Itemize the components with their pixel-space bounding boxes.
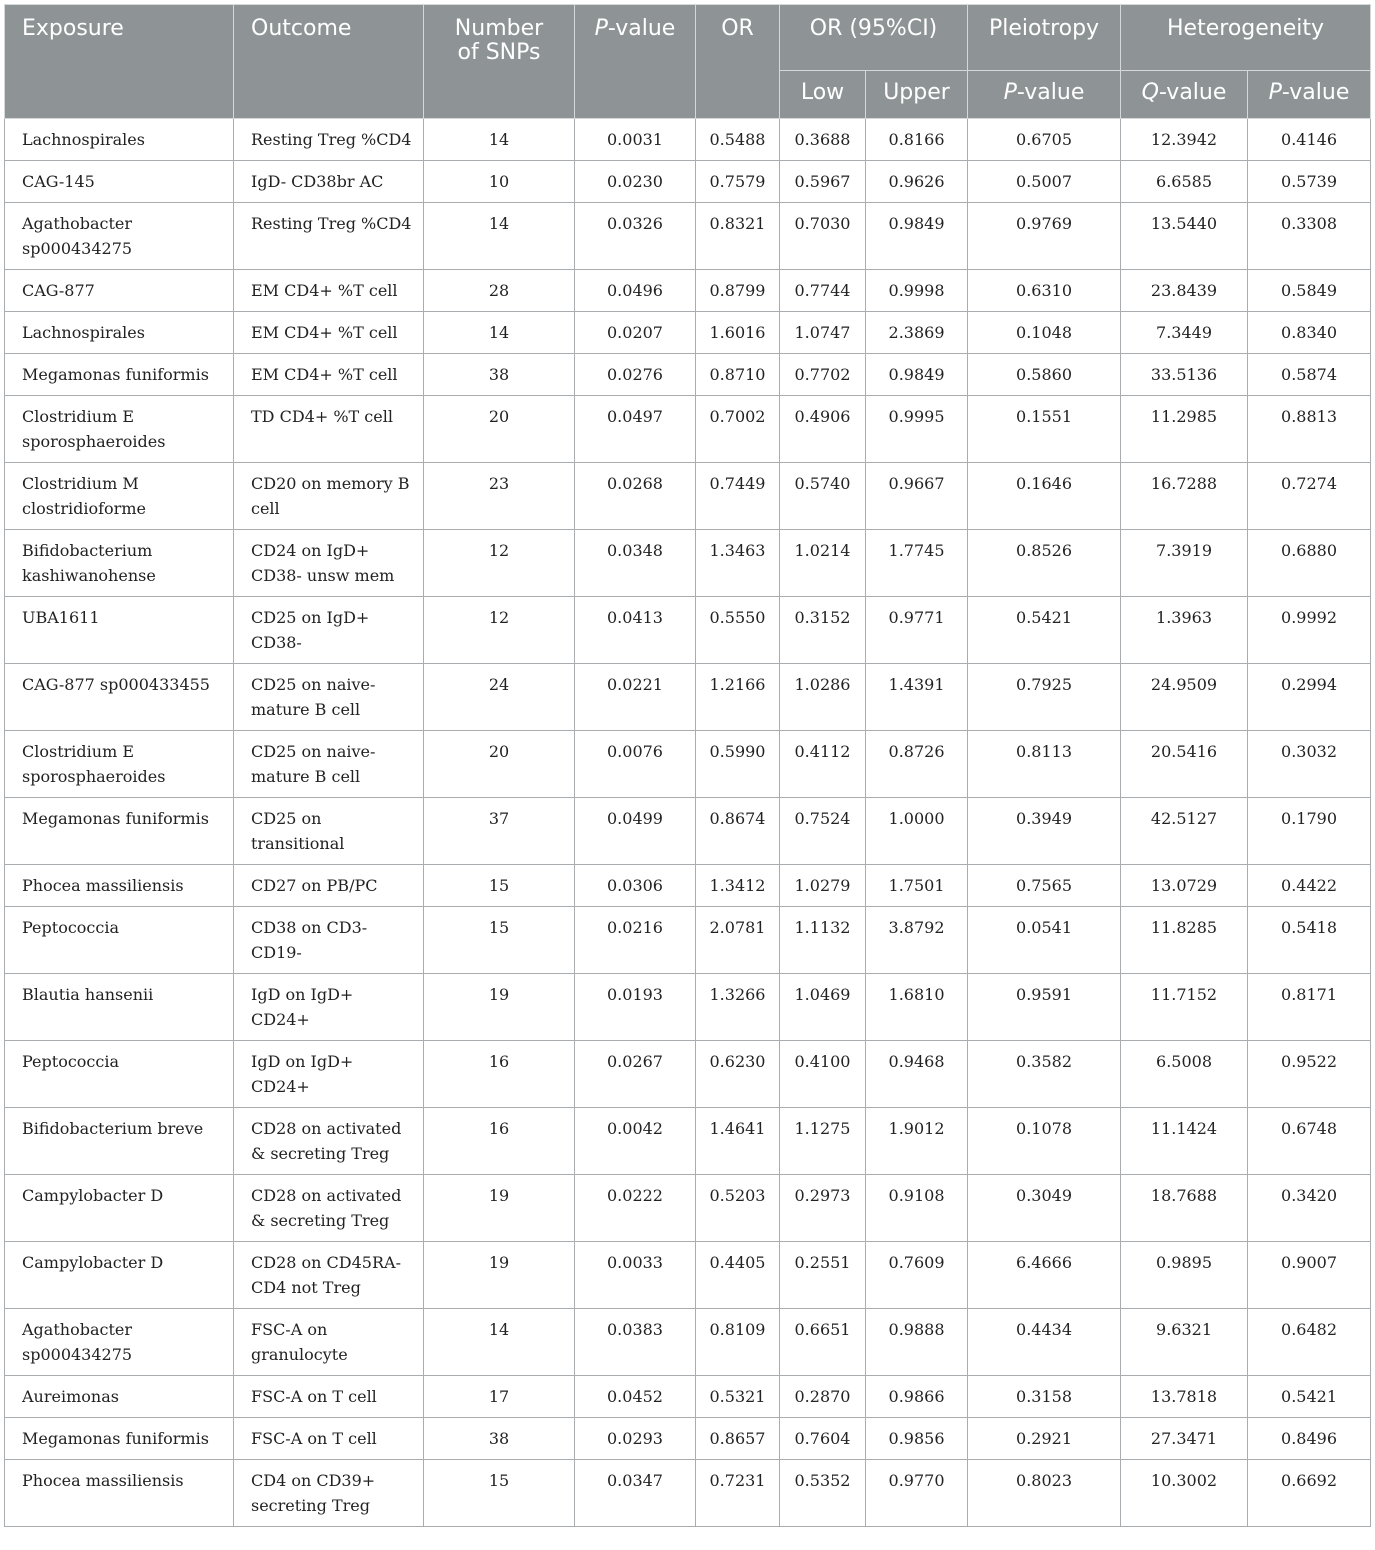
cell-or: 1.3266 xyxy=(696,974,780,1041)
cell-pleiotropy-p-value: 0.9591 xyxy=(968,974,1121,1041)
cell-pleiotropy-p-value: 0.6705 xyxy=(968,119,1121,161)
cell-ci-upper: 0.9849 xyxy=(866,203,968,270)
cell-heterogeneity-p-value: 0.4146 xyxy=(1248,119,1371,161)
cell-number-of-snps: 14 xyxy=(424,1309,575,1376)
cell-heterogeneity-p-value: 0.5849 xyxy=(1248,270,1371,312)
cell-ci-upper: 0.9770 xyxy=(866,1460,968,1527)
cell-ci-upper: 0.8726 xyxy=(866,731,968,798)
cell-pleiotropy-p-value: 0.7925 xyxy=(968,664,1121,731)
cell-ci-low: 0.7744 xyxy=(780,270,866,312)
cell-or: 0.7579 xyxy=(696,161,780,203)
table-row xyxy=(5,354,1371,396)
header-het-p-rest: -value xyxy=(1281,80,1350,105)
cell-or: 0.8710 xyxy=(696,354,780,396)
cell-pleiotropy-p-value: 0.5421 xyxy=(968,597,1121,664)
cell-or: 1.2166 xyxy=(696,664,780,731)
header-pleiotropy: Pleiotropy xyxy=(968,5,1121,71)
cell-ci-low: 0.3688 xyxy=(780,119,866,161)
cell-number-of-snps: 12 xyxy=(424,597,575,664)
cell-or: 0.5550 xyxy=(696,597,780,664)
cell-exposure: Phocea massiliensis xyxy=(5,1460,234,1527)
cell-heterogeneity-p-value: 0.8813 xyxy=(1248,396,1371,463)
cell-heterogeneity-q-value: 11.7152 xyxy=(1121,974,1248,1041)
header-p-rest: -value xyxy=(607,16,676,41)
cell-pleiotropy-p-value: 0.4434 xyxy=(968,1309,1121,1376)
cell-heterogeneity-p-value: 0.2994 xyxy=(1248,664,1371,731)
cell-number-of-snps: 28 xyxy=(424,270,575,312)
cell-exposure: CAG-877 xyxy=(5,270,234,312)
header-pleiotropy-p-value xyxy=(968,71,1121,119)
table-row xyxy=(5,974,1371,1041)
cell-heterogeneity-q-value: 9.6321 xyxy=(1121,1309,1248,1376)
cell-pleiotropy-p-value: 0.3158 xyxy=(968,1376,1121,1418)
cell-outcome: CD28 on activated & secreting Treg xyxy=(234,1108,424,1175)
cell-pleiotropy-p-value: 0.9769 xyxy=(968,203,1121,270)
cell-heterogeneity-q-value: 12.3942 xyxy=(1121,119,1248,161)
cell-heterogeneity-p-value: 0.8340 xyxy=(1248,312,1371,354)
cell-outcome: IgD on IgD+ CD24+ xyxy=(234,1041,424,1108)
header-heterogeneity-q-value xyxy=(1121,71,1248,119)
cell-p-value: 0.0268 xyxy=(575,463,696,530)
cell-ci-upper: 2.3869 xyxy=(866,312,968,354)
cell-number-of-snps: 20 xyxy=(424,396,575,463)
cell-exposure: Aureimonas xyxy=(5,1376,234,1418)
cell-pleiotropy-p-value: 0.1048 xyxy=(968,312,1121,354)
cell-outcome: CD25 on transitional xyxy=(234,798,424,865)
cell-p-value: 0.0276 xyxy=(575,354,696,396)
header-het-p-italic: P xyxy=(1268,80,1282,105)
cell-number-of-snps: 24 xyxy=(424,664,575,731)
cell-ci-upper: 0.9849 xyxy=(866,354,968,396)
cell-p-value: 0.0347 xyxy=(575,1460,696,1527)
table-row xyxy=(5,731,1371,798)
table-row xyxy=(5,907,1371,974)
cell-pleiotropy-p-value: 0.2921 xyxy=(968,1418,1121,1460)
cell-number-of-snps: 16 xyxy=(424,1041,575,1108)
header-number-of-snps-label: Number of SNPs xyxy=(454,16,544,65)
cell-heterogeneity-q-value: 1.3963 xyxy=(1121,597,1248,664)
cell-ci-low: 0.3152 xyxy=(780,597,866,664)
cell-ci-upper: 1.6810 xyxy=(866,974,968,1041)
table-row xyxy=(5,463,1371,530)
cell-or: 0.7231 xyxy=(696,1460,780,1527)
cell-outcome: IgD- CD38br AC xyxy=(234,161,424,203)
header-het-q-rest: -value xyxy=(1158,80,1227,105)
cell-exposure: Clostridium E sporosphaeroides xyxy=(5,396,234,463)
cell-ci-low: 1.1275 xyxy=(780,1108,866,1175)
cell-heterogeneity-q-value: 13.0729 xyxy=(1121,865,1248,907)
cell-ci-low: 0.7702 xyxy=(780,354,866,396)
cell-or: 0.7449 xyxy=(696,463,780,530)
cell-heterogeneity-q-value: 33.5136 xyxy=(1121,354,1248,396)
cell-ci-upper: 0.9866 xyxy=(866,1376,968,1418)
cell-outcome: CD25 on naive-mature B cell xyxy=(234,731,424,798)
header-heterogeneity-p-value xyxy=(1248,71,1371,119)
cell-outcome: TD CD4+ %T cell xyxy=(234,396,424,463)
cell-exposure: Peptococcia xyxy=(5,907,234,974)
cell-number-of-snps: 14 xyxy=(424,312,575,354)
cell-p-value: 0.0033 xyxy=(575,1242,696,1309)
header-ci-upper: Upper xyxy=(866,71,968,119)
cell-heterogeneity-q-value: 6.5008 xyxy=(1121,1041,1248,1108)
cell-outcome: CD25 on naive-mature B cell xyxy=(234,664,424,731)
cell-outcome: EM CD4+ %T cell xyxy=(234,312,424,354)
cell-outcome: FSC-A on T cell xyxy=(234,1418,424,1460)
cell-heterogeneity-q-value: 13.7818 xyxy=(1121,1376,1248,1418)
cell-heterogeneity-p-value: 0.5421 xyxy=(1248,1376,1371,1418)
cell-outcome: CD25 on IgD+ CD38- xyxy=(234,597,424,664)
cell-ci-low: 1.0279 xyxy=(780,865,866,907)
cell-ci-upper: 1.7745 xyxy=(866,530,968,597)
cell-p-value: 0.0326 xyxy=(575,203,696,270)
cell-ci-upper: 1.7501 xyxy=(866,865,968,907)
cell-pleiotropy-p-value: 0.5007 xyxy=(968,161,1121,203)
table-body xyxy=(5,119,1371,1527)
cell-outcome: IgD on IgD+ CD24+ xyxy=(234,974,424,1041)
cell-or: 0.4405 xyxy=(696,1242,780,1309)
cell-pleiotropy-p-value: 0.7565 xyxy=(968,865,1121,907)
cell-outcome: FSC-A on granulocyte xyxy=(234,1309,424,1376)
cell-p-value: 0.0207 xyxy=(575,312,696,354)
cell-ci-low: 1.1132 xyxy=(780,907,866,974)
header-outcome: Outcome xyxy=(234,5,424,119)
table-row xyxy=(5,270,1371,312)
cell-exposure: Campylobacter D xyxy=(5,1242,234,1309)
cell-pleiotropy-p-value: 0.1646 xyxy=(968,463,1121,530)
cell-or: 0.8799 xyxy=(696,270,780,312)
cell-ci-low: 1.0469 xyxy=(780,974,866,1041)
cell-number-of-snps: 23 xyxy=(424,463,575,530)
cell-number-of-snps: 15 xyxy=(424,907,575,974)
cell-exposure: Clostridium M clostridioforme xyxy=(5,463,234,530)
table-header xyxy=(5,5,1371,119)
table-row xyxy=(5,1376,1371,1418)
cell-p-value: 0.0267 xyxy=(575,1041,696,1108)
cell-ci-low: 0.2973 xyxy=(780,1175,866,1242)
cell-ci-upper: 0.7609 xyxy=(866,1242,968,1309)
cell-ci-upper: 0.9626 xyxy=(866,161,968,203)
cell-outcome: EM CD4+ %T cell xyxy=(234,270,424,312)
cell-outcome: CD28 on CD45RA- CD4 not Treg xyxy=(234,1242,424,1309)
cell-heterogeneity-q-value: 18.7688 xyxy=(1121,1175,1248,1242)
cell-p-value: 0.0306 xyxy=(575,865,696,907)
cell-ci-low: 0.2870 xyxy=(780,1376,866,1418)
table-row xyxy=(5,119,1371,161)
cell-outcome: CD4 on CD39+ secreting Treg xyxy=(234,1460,424,1527)
cell-heterogeneity-p-value: 0.3308 xyxy=(1248,203,1371,270)
table-row xyxy=(5,1418,1371,1460)
cell-number-of-snps: 38 xyxy=(424,354,575,396)
cell-exposure: Megamonas funiformis xyxy=(5,798,234,865)
header-or-ci: OR (95%CI) xyxy=(780,5,968,71)
cell-p-value: 0.0452 xyxy=(575,1376,696,1418)
cell-outcome: Resting Treg %CD4 xyxy=(234,119,424,161)
cell-heterogeneity-p-value: 0.8171 xyxy=(1248,974,1371,1041)
cell-ci-low: 0.7524 xyxy=(780,798,866,865)
cell-heterogeneity-p-value: 0.5418 xyxy=(1248,907,1371,974)
cell-heterogeneity-p-value: 0.3032 xyxy=(1248,731,1371,798)
cell-heterogeneity-q-value: 10.3002 xyxy=(1121,1460,1248,1527)
cell-exposure: Bifidobacterium breve xyxy=(5,1108,234,1175)
cell-heterogeneity-q-value: 23.8439 xyxy=(1121,270,1248,312)
cell-ci-upper: 0.9667 xyxy=(866,463,968,530)
cell-heterogeneity-p-value: 0.8496 xyxy=(1248,1418,1371,1460)
cell-ci-upper: 0.9998 xyxy=(866,270,968,312)
table-row xyxy=(5,396,1371,463)
cell-pleiotropy-p-value: 0.8023 xyxy=(968,1460,1121,1527)
cell-heterogeneity-q-value: 16.7288 xyxy=(1121,463,1248,530)
cell-heterogeneity-q-value: 24.9509 xyxy=(1121,664,1248,731)
table-row xyxy=(5,203,1371,270)
cell-ci-low: 0.7604 xyxy=(780,1418,866,1460)
cell-pleiotropy-p-value: 6.4666 xyxy=(968,1242,1121,1309)
cell-heterogeneity-q-value: 7.3919 xyxy=(1121,530,1248,597)
cell-ci-low: 0.5967 xyxy=(780,161,866,203)
cell-heterogeneity-p-value: 0.6748 xyxy=(1248,1108,1371,1175)
cell-p-value: 0.0413 xyxy=(575,597,696,664)
cell-p-value: 0.0348 xyxy=(575,530,696,597)
cell-outcome: CD24 on IgD+ CD38- unsw mem xyxy=(234,530,424,597)
cell-number-of-snps: 15 xyxy=(424,865,575,907)
cell-p-value: 0.0230 xyxy=(575,161,696,203)
cell-ci-low: 0.2551 xyxy=(780,1242,866,1309)
header-p-value xyxy=(575,5,696,119)
cell-number-of-snps: 15 xyxy=(424,1460,575,1527)
cell-or: 0.5203 xyxy=(696,1175,780,1242)
table-row xyxy=(5,161,1371,203)
table-row xyxy=(5,1242,1371,1309)
cell-exposure: Megamonas funiformis xyxy=(5,354,234,396)
cell-p-value: 0.0031 xyxy=(575,119,696,161)
cell-ci-low: 0.4906 xyxy=(780,396,866,463)
cell-or: 0.5488 xyxy=(696,119,780,161)
table-row xyxy=(5,1041,1371,1108)
cell-or: 0.8109 xyxy=(696,1309,780,1376)
cell-ci-upper: 0.9468 xyxy=(866,1041,968,1108)
cell-heterogeneity-q-value: 27.3471 xyxy=(1121,1418,1248,1460)
cell-pleiotropy-p-value: 0.6310 xyxy=(968,270,1121,312)
cell-heterogeneity-p-value: 0.6482 xyxy=(1248,1309,1371,1376)
cell-pleiotropy-p-value: 0.1551 xyxy=(968,396,1121,463)
cell-heterogeneity-q-value: 42.5127 xyxy=(1121,798,1248,865)
cell-p-value: 0.0193 xyxy=(575,974,696,1041)
cell-ci-low: 0.5740 xyxy=(780,463,866,530)
cell-exposure: Megamonas funiformis xyxy=(5,1418,234,1460)
results-table-container xyxy=(4,4,1370,1527)
cell-heterogeneity-p-value: 0.5874 xyxy=(1248,354,1371,396)
cell-or: 0.7002 xyxy=(696,396,780,463)
cell-heterogeneity-p-value: 0.5739 xyxy=(1248,161,1371,203)
cell-p-value: 0.0496 xyxy=(575,270,696,312)
cell-ci-low: 1.0214 xyxy=(780,530,866,597)
cell-exposure: Peptococcia xyxy=(5,1041,234,1108)
cell-pleiotropy-p-value: 0.8113 xyxy=(968,731,1121,798)
cell-p-value: 0.0497 xyxy=(575,396,696,463)
cell-number-of-snps: 14 xyxy=(424,203,575,270)
cell-heterogeneity-p-value: 0.6880 xyxy=(1248,530,1371,597)
cell-heterogeneity-q-value: 7.3449 xyxy=(1121,312,1248,354)
cell-heterogeneity-q-value: 11.2985 xyxy=(1121,396,1248,463)
cell-ci-low: 0.4100 xyxy=(780,1041,866,1108)
header-het-q-italic: Q xyxy=(1141,80,1159,105)
cell-or: 1.6016 xyxy=(696,312,780,354)
cell-number-of-snps: 37 xyxy=(424,798,575,865)
cell-heterogeneity-p-value: 0.9992 xyxy=(1248,597,1371,664)
cell-pleiotropy-p-value: 0.5860 xyxy=(968,354,1121,396)
cell-or: 0.8674 xyxy=(696,798,780,865)
cell-heterogeneity-q-value: 13.5440 xyxy=(1121,203,1248,270)
cell-or: 0.6230 xyxy=(696,1041,780,1108)
table-row xyxy=(5,1309,1371,1376)
header-pleio-p-rest: -value xyxy=(1016,80,1085,105)
header-ci-low: Low xyxy=(780,71,866,119)
cell-pleiotropy-p-value: 0.1078 xyxy=(968,1108,1121,1175)
cell-p-value: 0.0293 xyxy=(575,1418,696,1460)
cell-heterogeneity-q-value: 11.8285 xyxy=(1121,907,1248,974)
cell-number-of-snps: 19 xyxy=(424,974,575,1041)
cell-outcome: EM CD4+ %T cell xyxy=(234,354,424,396)
cell-or: 0.5321 xyxy=(696,1376,780,1418)
cell-exposure: Campylobacter D xyxy=(5,1175,234,1242)
cell-heterogeneity-p-value: 0.3420 xyxy=(1248,1175,1371,1242)
cell-exposure: Bifidobacterium kashiwanohense xyxy=(5,530,234,597)
cell-p-value: 0.0383 xyxy=(575,1309,696,1376)
cell-outcome: CD28 on activated & secreting Treg xyxy=(234,1175,424,1242)
cell-outcome: Resting Treg %CD4 xyxy=(234,203,424,270)
cell-exposure: Clostridium E sporosphaeroides xyxy=(5,731,234,798)
cell-number-of-snps: 38 xyxy=(424,1418,575,1460)
cell-pleiotropy-p-value: 0.3049 xyxy=(968,1175,1121,1242)
cell-heterogeneity-p-value: 0.9522 xyxy=(1248,1041,1371,1108)
cell-exposure: Lachnospirales xyxy=(5,119,234,161)
cell-outcome: CD27 on PB/PC xyxy=(234,865,424,907)
cell-ci-low: 0.4112 xyxy=(780,731,866,798)
cell-or: 1.4641 xyxy=(696,1108,780,1175)
cell-p-value: 0.0076 xyxy=(575,731,696,798)
cell-pleiotropy-p-value: 0.0541 xyxy=(968,907,1121,974)
cell-exposure: CAG-877 sp000433455 xyxy=(5,664,234,731)
cell-ci-upper: 0.9108 xyxy=(866,1175,968,1242)
cell-exposure: Agathobacter sp000434275 xyxy=(5,1309,234,1376)
cell-ci-upper: 0.9888 xyxy=(866,1309,968,1376)
cell-ci-low: 0.6651 xyxy=(780,1309,866,1376)
cell-number-of-snps: 17 xyxy=(424,1376,575,1418)
table-row xyxy=(5,865,1371,907)
header-heterogeneity: Heterogeneity xyxy=(1121,5,1371,71)
header-pleio-p-italic: P xyxy=(1003,80,1017,105)
cell-number-of-snps: 19 xyxy=(424,1242,575,1309)
table-row xyxy=(5,1175,1371,1242)
cell-outcome: FSC-A on T cell xyxy=(234,1376,424,1418)
cell-ci-upper: 0.9771 xyxy=(866,597,968,664)
header-number-of-snps xyxy=(424,5,575,119)
table-row xyxy=(5,312,1371,354)
cell-or: 0.5990 xyxy=(696,731,780,798)
cell-ci-upper: 0.8166 xyxy=(866,119,968,161)
cell-or: 1.3412 xyxy=(696,865,780,907)
cell-p-value: 0.0216 xyxy=(575,907,696,974)
cell-exposure: CAG-145 xyxy=(5,161,234,203)
cell-number-of-snps: 16 xyxy=(424,1108,575,1175)
cell-heterogeneity-q-value: 6.6585 xyxy=(1121,161,1248,203)
cell-ci-low: 1.0747 xyxy=(780,312,866,354)
cell-p-value: 0.0222 xyxy=(575,1175,696,1242)
cell-or: 0.8657 xyxy=(696,1418,780,1460)
table-row xyxy=(5,597,1371,664)
table-row xyxy=(5,1108,1371,1175)
cell-ci-upper: 3.8792 xyxy=(866,907,968,974)
cell-outcome: CD38 on CD3- CD19- xyxy=(234,907,424,974)
table-row xyxy=(5,530,1371,597)
cell-ci-upper: 0.9856 xyxy=(866,1418,968,1460)
header-or: OR xyxy=(696,5,780,119)
cell-ci-low: 0.7030 xyxy=(780,203,866,270)
cell-ci-upper: 1.4391 xyxy=(866,664,968,731)
cell-number-of-snps: 14 xyxy=(424,119,575,161)
cell-exposure: UBA1611 xyxy=(5,597,234,664)
cell-heterogeneity-p-value: 0.7274 xyxy=(1248,463,1371,530)
cell-heterogeneity-p-value: 0.6692 xyxy=(1248,1460,1371,1527)
cell-heterogeneity-q-value: 20.5416 xyxy=(1121,731,1248,798)
cell-heterogeneity-q-value: 0.9895 xyxy=(1121,1242,1248,1309)
table-row xyxy=(5,1460,1371,1527)
header-exposure: Exposure xyxy=(5,5,234,119)
cell-ci-low: 1.0286 xyxy=(780,664,866,731)
cell-exposure: Lachnospirales xyxy=(5,312,234,354)
cell-pleiotropy-p-value: 0.8526 xyxy=(968,530,1121,597)
table-row xyxy=(5,664,1371,731)
cell-ci-low: 0.5352 xyxy=(780,1460,866,1527)
cell-p-value: 0.0042 xyxy=(575,1108,696,1175)
cell-or: 2.0781 xyxy=(696,907,780,974)
cell-or: 1.3463 xyxy=(696,530,780,597)
cell-pleiotropy-p-value: 0.3582 xyxy=(968,1041,1121,1108)
cell-or: 0.8321 xyxy=(696,203,780,270)
cell-exposure: Blautia hansenii xyxy=(5,974,234,1041)
cell-number-of-snps: 10 xyxy=(424,161,575,203)
cell-heterogeneity-p-value: 0.4422 xyxy=(1248,865,1371,907)
cell-number-of-snps: 19 xyxy=(424,1175,575,1242)
cell-p-value: 0.0499 xyxy=(575,798,696,865)
cell-ci-upper: 1.0000 xyxy=(866,798,968,865)
cell-ci-upper: 1.9012 xyxy=(866,1108,968,1175)
cell-exposure: Agathobacter sp000434275 xyxy=(5,203,234,270)
cell-heterogeneity-p-value: 0.1790 xyxy=(1248,798,1371,865)
cell-ci-upper: 0.9995 xyxy=(866,396,968,463)
cell-pleiotropy-p-value: 0.3949 xyxy=(968,798,1121,865)
cell-heterogeneity-q-value: 11.1424 xyxy=(1121,1108,1248,1175)
cell-number-of-snps: 20 xyxy=(424,731,575,798)
cell-outcome: CD20 on memory B cell xyxy=(234,463,424,530)
cell-number-of-snps: 12 xyxy=(424,530,575,597)
cell-heterogeneity-p-value: 0.9007 xyxy=(1248,1242,1371,1309)
table-row xyxy=(5,798,1371,865)
cell-exposure: Phocea massiliensis xyxy=(5,865,234,907)
cell-p-value: 0.0221 xyxy=(575,664,696,731)
results-table xyxy=(4,4,1371,1527)
header-p-italic: P xyxy=(594,16,608,41)
